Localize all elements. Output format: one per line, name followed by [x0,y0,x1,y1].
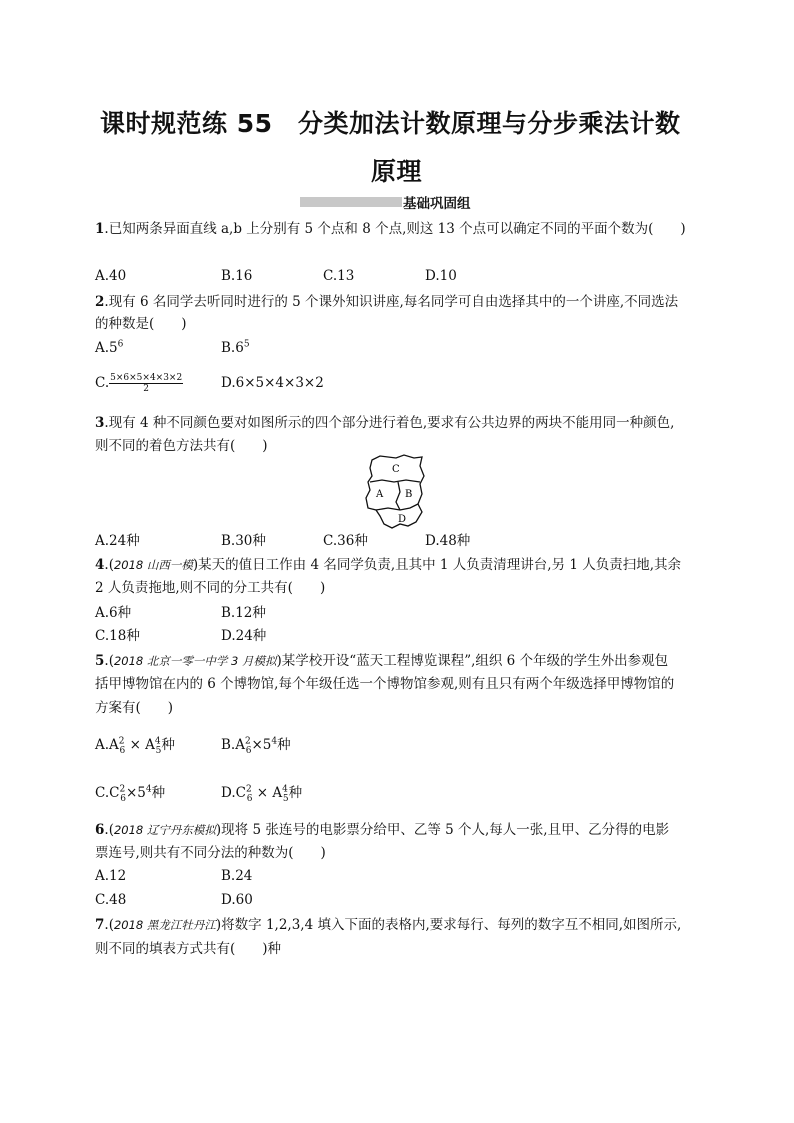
q6-option-a: A.12 [95,868,127,884]
q5-option-d: $D.C^2_6 \times A^4_5$种 [221,784,303,804]
region-label-d: D [398,514,407,525]
q1-option-d: D.10 [425,268,457,284]
q2-number: 2 [95,294,105,310]
region-label-b: B [405,489,413,500]
q6-number: 6 [95,822,105,838]
q3-option-a: A.24种 [95,533,140,549]
q5-option-b: $B.A^2_6\times 5^4$种 [221,736,291,756]
q1-option-a: A.40 [95,268,127,284]
q3-number: 3 [95,415,105,431]
q7-stem-line1: 7.(2018 黑龙江牡丹江)将数字 1,2,3,4 填入下面的表格内,要求每行、每列的数字互不相同,如图所示, [95,917,682,933]
q1-option-c: C.13 [323,268,355,284]
q6-source: 2018 辽宁丹东模拟 [113,823,216,837]
q6-option-d: D.60 [221,892,253,908]
q7-source: 2018 黑龙江牡丹江 [113,918,216,932]
q2-option-a: $A.5^6$ [95,339,124,356]
q2-option-b: $B.6^5$ [221,339,250,356]
q7-stem-line2: 则不同的填表方式共有( )种 [95,941,282,957]
q5-stem-line3: 方案有( ) [95,700,174,716]
q4-stem-line1: 4.(2018 山西一模)某天的值日工作由 4 名同学负责,且其中 1 人负责清理讲台,另 1 人负责扫地,其余 [95,557,682,573]
q7-number: 7 [95,917,105,933]
q6-stem-line2: 票连号,则共有不同分法的种数为( ) [95,845,326,861]
q4-number: 4 [95,557,105,573]
q5-option-a: $A.A^2_6 \times A^4_5$种 [95,736,175,756]
q5-number: 5 [95,653,105,669]
q4-option-a: A.6种 [95,605,132,621]
page-title-line1: 课时规范练 55 分类加法计数原理与分步乘法计数 [100,109,681,138]
q5-stem-line1: 5.(2018 北京一零一中学 3 月模拟)某学校开设“蓝天工程博览课程”,组织 6 个年级的学生外出参观包 [95,653,669,669]
q4-source: 2018 山西一模 [113,558,193,572]
q2-option-d: D.6×5×4×3×2 [221,375,324,391]
q5-stem-line2: 括甲博物馆在内的 6 个博物馆,每个年级任选一个博物馆参观,则有且只有两个年级选择甲博物馆的 [95,676,675,692]
q4-option-d: D.24种 [221,628,267,644]
q2-option-c: C. $\frac{5\times 6\times 5\times 4\times 3\times 2}{2}$ [95,373,183,394]
q2-fraction: $\frac{5\times 6\times 5\times 4\times 3\times 2}{2}$ [110,373,183,394]
q6-option-b: B.24 [221,868,253,884]
region-label-c: C [392,464,400,475]
q1-number: 1 [95,221,105,237]
q4-option-c: C.18种 [95,628,140,644]
q3-stem-line2: 则不同的着色方法共有( ) [95,438,268,454]
q3-stem-line1: 3.现有 4 种不同颜色要对如图所示的四个部分进行着色,要求有公共边界的两块不能用同一种颜色, [95,415,675,431]
q1-stem: 1.已知两条异面直线 a,b 上分别有 5 个点和 8 个点,则这 13 个点可以确定不同的平面个数为( ) [95,221,686,237]
page-title-line2: 原理 [371,157,423,186]
q2-stem-line1: 2.现有 6 名同学去听同时进行的 5 个课外知识讲座,每名同学可自由选择其中的一个讲座,不同选法 [95,294,679,310]
q3-option-d: D.48种 [425,533,471,549]
q3-option-b: B.30种 [221,533,266,549]
q3-region-figure [362,452,436,532]
section-bar [300,197,402,207]
q4-option-b: B.12种 [221,605,266,621]
q6-stem-line1: 6.(2018 辽宁丹东模拟)现将 5 张连号的电影票分给甲、乙等 5 个人,每人一张,且甲、乙分得的电影 [95,822,670,838]
q6-option-c: C.48 [95,892,127,908]
region-label-a: A [376,489,384,500]
q1-option-b: B.16 [221,268,253,284]
q3-option-c: C.36种 [323,533,368,549]
q5-source: 2018 北京一零一中学 3 月模拟 [113,654,277,668]
q5-option-c: $C.C^2_6\times 5^4$种 [95,784,166,804]
q4-stem-line2: 2 人负责拖地,则不同的分工共有( ) [95,580,326,596]
section-label: 基础巩固组 [403,196,471,212]
q2-stem-line2: 的种数是( ) [95,316,187,332]
